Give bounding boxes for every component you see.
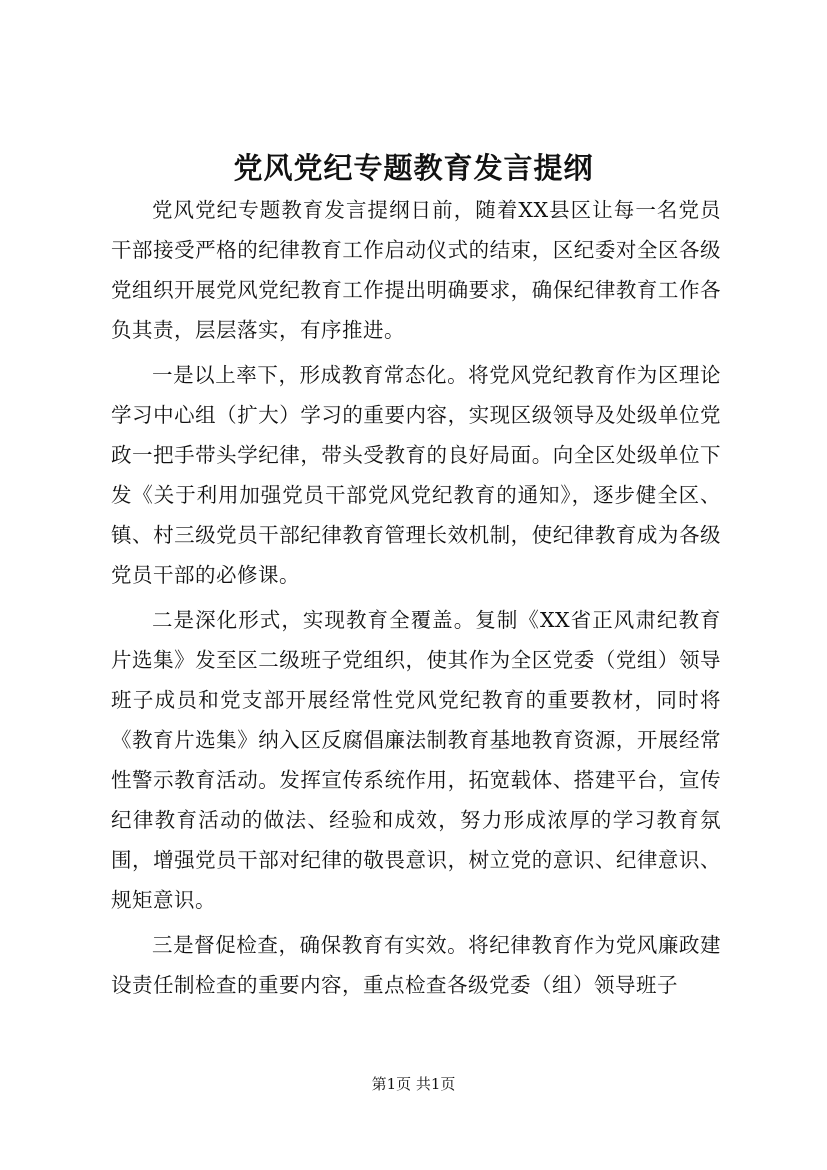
paragraph-point-three: 三是督促检查，确保教育有实效。将纪律教育作为党风廉政建设责任制检查的重要内容，重点检查各级党委（组）领导班子 <box>111 933 721 997</box>
paragraph-point-two: 二是深化形式，实现教育全覆盖。复制《XX省正风肃纪教育片选集》发至区二级班子党组织，使其作为全区党委（党组）领导班子成员和党支部开展经常性党风党纪教育的重要教材，同时将《教育片选集》纳入区反腐倡廉法制教育基地教育资源，开展经常性警示教育活动。发挥宣传系统作用，拓宽载体、搭建平台，宣传纪律教育活动的做法、经验和成效，努力形成浓厚的学习教育氛围，增强党员干部对纪律的敬畏意识，树立党的意识、纪律意识、规矩意识。 <box>111 608 721 912</box>
document-title: 党风党纪专题教育发言提纲 <box>233 151 594 185</box>
document-body <box>111 190 721 1010</box>
paragraph-point-one: 一是以上率下，形成教育常态化。将党风党纪教育作为区理论学习中心组（扩大）学习的重要内容，实现区级领导及处级单位党政一把手带头学纪律，带头受教育的良好局面。向全区处级单位下发《关于利用加强党员干部党风党纪教育的通知》，逐步健全区、镇、村三级党员干部纪律教育管理长效机制，使纪律教育成为各级党员干部的必修课。 <box>111 363 721 587</box>
page-number-footer: 第1页 共1页 <box>371 1075 456 1093</box>
paragraph-intro: 党风党纪专题教育发言提纲日前，随着XX县区让每一名党员干部接受严格的纪律教育工作启动仪式的结束，区纪委对全区各级党组织开展党风党纪教育工作提出明确要求，确保纪律教育工作各负其责，层层落实，有序推进。 <box>111 198 721 342</box>
